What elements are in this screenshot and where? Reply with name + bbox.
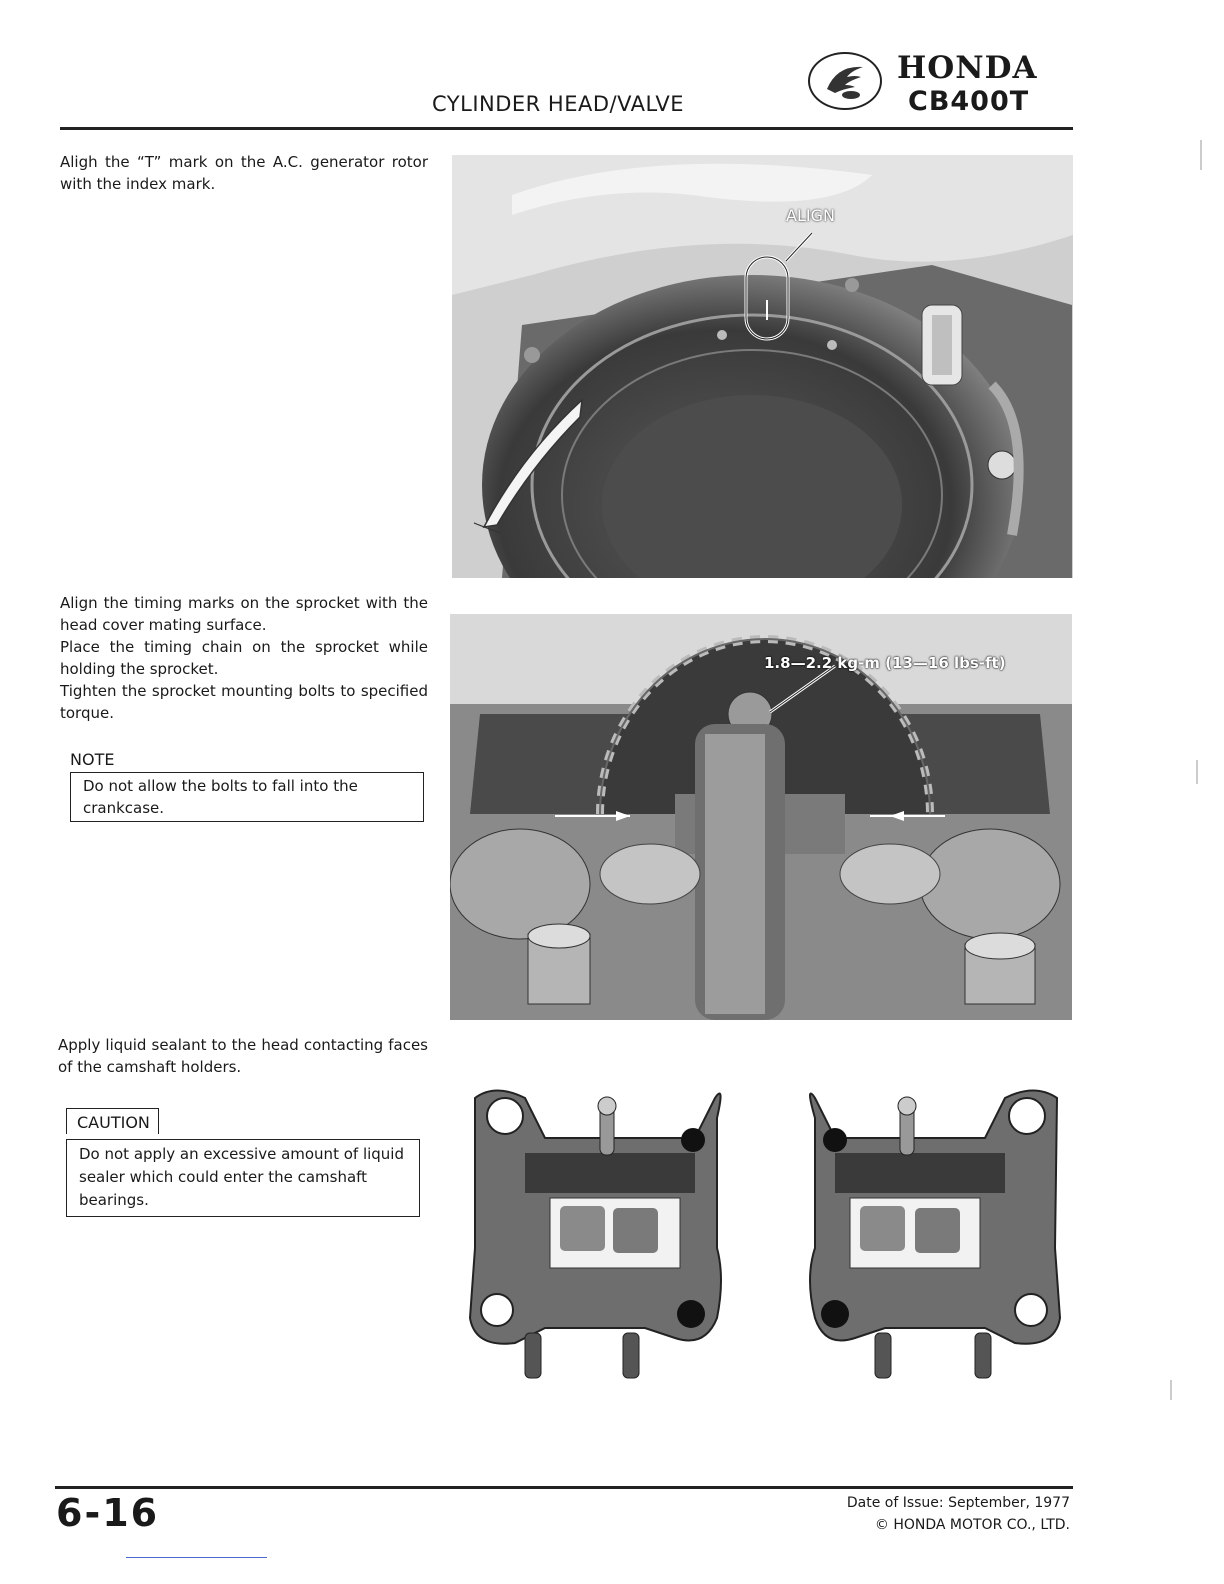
- step-2-line-3: Tighten the sprocket mounting bolts to specified torque.: [60, 682, 428, 722]
- honda-wing-logo-icon: [808, 52, 882, 110]
- brand-name: HONDA: [897, 50, 1038, 86]
- section-title: CYLINDER HEAD/VALVE: [432, 92, 685, 116]
- step-2-line-2: Place the timing chain on the sprocket while holding the sprocket.: [60, 638, 428, 678]
- camshaft-sprocket-photo: [450, 614, 1072, 1020]
- align-callout: ALIGN: [786, 206, 835, 225]
- generator-rotor-photo: [452, 155, 1073, 578]
- note-box: Do not allow the bolts to fall into the crankcase.: [70, 772, 424, 822]
- step-1-text: Aligh the “T” mark on the A.C. generator rotor with the index mark.: [60, 153, 428, 193]
- torque-callout: 1.8—2.2 kg-m (13—16 lbs-ft): [764, 654, 1006, 672]
- page-number: 6-16: [56, 1491, 160, 1535]
- copyright: © HONDA MOTOR CO., LTD.: [874, 1517, 1070, 1533]
- footer-underline: [126, 1557, 267, 1558]
- date-of-issue: Date of Issue: September, 1977: [846, 1495, 1070, 1511]
- camshaft-holders-photo: [455, 1078, 1073, 1386]
- step-2-text: [60, 592, 428, 724]
- caution-label: CAUTION: [66, 1108, 159, 1134]
- caution-box: Do not apply an excessive amount of liquid sealer which could enter the camshaft bearings.: [66, 1139, 420, 1217]
- model-name: CB400T: [908, 86, 1030, 117]
- step-3-text: Apply liquid sealant to the head contacting faces of the camshaft holders.: [58, 1036, 428, 1076]
- step-2-line-1: Align the timing marks on the sprocket with the head cover mating surface.: [60, 594, 428, 634]
- footer-rule: [55, 1486, 1073, 1489]
- issue-info: [780, 1492, 1070, 1536]
- note-label: NOTE: [70, 750, 115, 769]
- scan-mark: [1196, 760, 1198, 784]
- scan-mark: [1200, 140, 1202, 170]
- scan-mark: [1170, 1380, 1172, 1400]
- header-rule: [60, 127, 1073, 130]
